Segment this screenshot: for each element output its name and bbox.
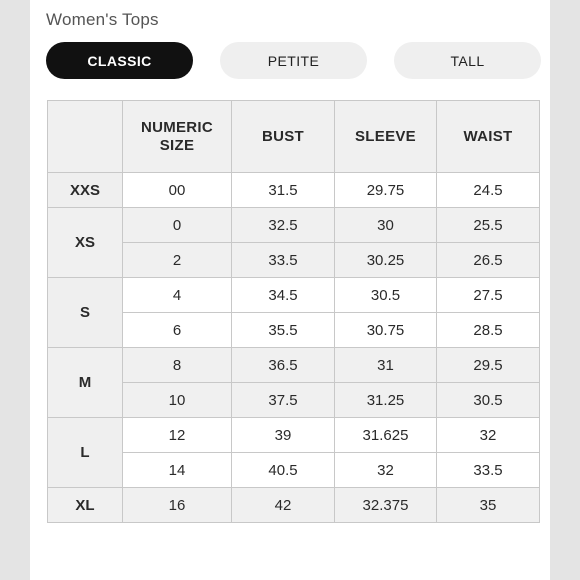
waist-cell: 28.5 (437, 313, 540, 348)
sleeve-cell: 32.375 (335, 488, 437, 523)
numeric-size-cell: 12 (123, 418, 232, 453)
waist-cell: 30.5 (437, 383, 540, 418)
table-row (48, 418, 540, 453)
table-row (48, 208, 540, 243)
tab-petite[interactable]: PETITE (220, 42, 367, 79)
table-row (48, 348, 540, 383)
waist-cell: 24.5 (437, 173, 540, 208)
size-label-xs: XS (48, 208, 123, 278)
numeric-size-cell: 16 (123, 488, 232, 523)
sleeve-cell: 30.25 (335, 243, 437, 278)
sleeve-cell: 30.75 (335, 313, 437, 348)
waist-cell: 33.5 (437, 453, 540, 488)
sleeve-cell: 30.5 (335, 278, 437, 313)
bust-cell: 34.5 (232, 278, 335, 313)
sleeve-cell: 29.75 (335, 173, 437, 208)
bust-cell: 42 (232, 488, 335, 523)
header-bust: BUST (232, 101, 335, 173)
table-row (48, 488, 540, 523)
size-chart-panel (30, 0, 550, 580)
header-size-label (48, 101, 123, 173)
numeric-size-cell: 2 (123, 243, 232, 278)
numeric-size-cell: 0 (123, 208, 232, 243)
bust-cell: 35.5 (232, 313, 335, 348)
size-label-s: S (48, 278, 123, 348)
waist-cell: 25.5 (437, 208, 540, 243)
sleeve-cell: 31 (335, 348, 437, 383)
header-sleeve: SLEEVE (335, 101, 437, 173)
table-header-row (48, 101, 540, 173)
size-label-xxs: XXS (48, 173, 123, 208)
numeric-size-cell: 14 (123, 453, 232, 488)
waist-cell: 35 (437, 488, 540, 523)
bust-cell: 32.5 (232, 208, 335, 243)
waist-cell: 26.5 (437, 243, 540, 278)
table-row (48, 173, 540, 208)
bust-cell: 31.5 (232, 173, 335, 208)
header-waist: WAIST (437, 101, 540, 173)
fit-tabs (46, 42, 546, 80)
sleeve-cell: 30 (335, 208, 437, 243)
header-numeric-size (123, 101, 232, 173)
tab-classic[interactable]: CLASSIC (46, 42, 193, 79)
numeric-size-cell: 6 (123, 313, 232, 348)
sleeve-cell: 32 (335, 453, 437, 488)
table-row (48, 278, 540, 313)
size-table (47, 100, 540, 523)
bust-cell: 37.5 (232, 383, 335, 418)
bust-cell: 36.5 (232, 348, 335, 383)
numeric-size-cell: 4 (123, 278, 232, 313)
header-numeric-size-text: NUMERIC SIZE (140, 118, 214, 154)
page-title: Women's Tops (46, 10, 159, 29)
sleeve-cell: 31.25 (335, 383, 437, 418)
size-label-m: M (48, 348, 123, 418)
sleeve-cell: 31.625 (335, 418, 437, 453)
waist-cell: 32 (437, 418, 540, 453)
bust-cell: 33.5 (232, 243, 335, 278)
tab-tall[interactable]: TALL (394, 42, 541, 79)
waist-cell: 29.5 (437, 348, 540, 383)
size-label-xl: XL (48, 488, 123, 523)
waist-cell: 27.5 (437, 278, 540, 313)
bust-cell: 40.5 (232, 453, 335, 488)
bust-cell: 39 (232, 418, 335, 453)
size-label-l: L (48, 418, 123, 488)
numeric-size-cell: 8 (123, 348, 232, 383)
numeric-size-cell: 10 (123, 383, 232, 418)
numeric-size-cell: 00 (123, 173, 232, 208)
